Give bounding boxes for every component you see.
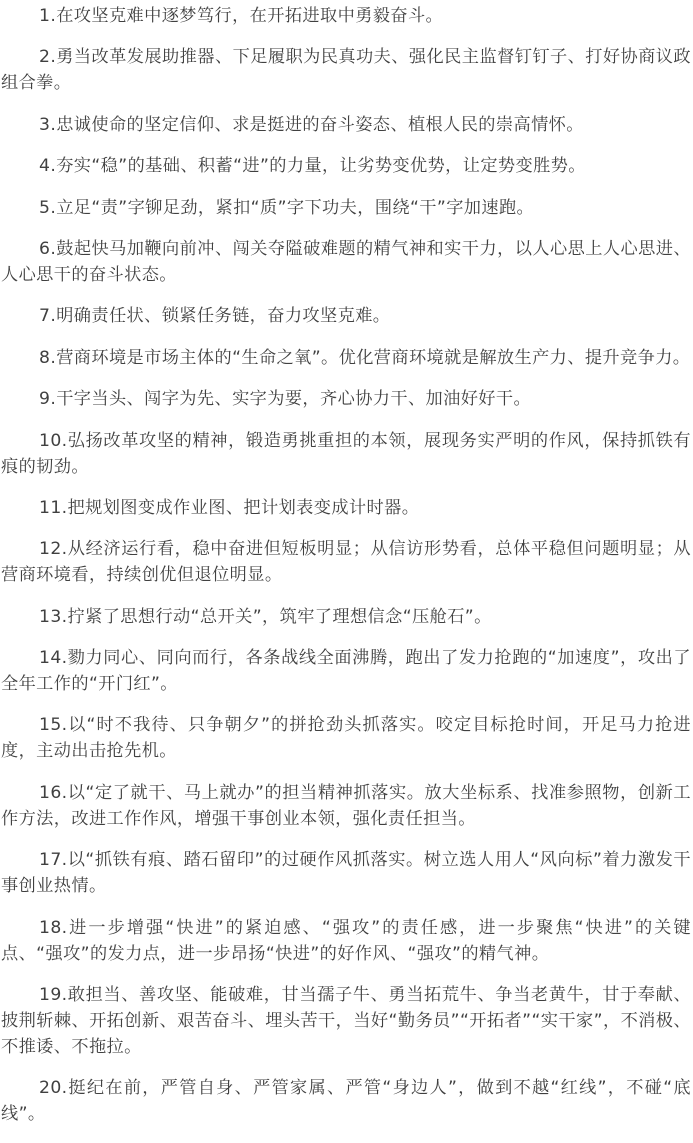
- list-item-4: 4.夯实“稳”的基础、积蓄“进”的力量，让劣势变优势，让定势变胜势。: [39, 156, 586, 177]
- list-item-10: 10.弘扬改革攻坚的精神，锻造勇挑重担的本领，展现务实严明的作风，保持抓铁有痕的韧劲。: [1, 430, 691, 477]
- list-item-13: 13.拧紧了思想行动“总开关”，筑牢了理想信念“压舱石”。: [39, 606, 492, 627]
- list-item-9: 9.干字当头、闯字为先、实字为要，齐心协力干、加油好好干。: [39, 389, 532, 410]
- list-item-2: 2.勇当改革发展助推器、下足履职为民真功夫、强化民主监督钉钉子、打好协商议政组合拳。: [1, 47, 691, 94]
- list-item-18: 18.进一步增强“快进”的紧迫感、“强攻”的责任感，进一步聚焦“快进”的关键点、“强攻”的发力点，进一步昂扬“快进”的好作风、“强攻”的精气神。: [1, 917, 691, 964]
- list-item-17: 17.以“抓铁有痕、踏石留印”的过硬作风抓落实。树立选人用人“风向标”着力激发干事创业热情。: [1, 850, 691, 897]
- list-item-16: 16.以“定了就干、马上就办”的担当精神抓落实。放大坐标系、找准参照物，创新工作方法，改进工作作风，增强干事创业本领，强化责任担当。: [1, 782, 691, 829]
- list-item-1: 1.在攻坚克难中逐梦笃行，在开拓进取中勇毅奋斗。: [39, 6, 444, 26]
- list-item-8: 8.营商环境是市场主体的“生命之氧”。优化营商环境就是解放生产力、提升竞争力。: [39, 347, 691, 368]
- list-item-15: 15.以“时不我待、只争朝夕”的拼抢劲头抓落实。咬定目标抢时间，开足马力抢进度，主动出击抢先机。: [1, 715, 691, 762]
- list-item-5: 5.立足“责”字铆足劲，紧扣“质”字下功夫，围绕“干”字加速跑。: [39, 197, 535, 218]
- list-item-19: 19.敢担当、善攻坚、能破难，甘当孺子牛、勇当拓荒牛、争当老黄牛，甘于奉献、披荆斩棘、开拓创新、艰苦奋斗、埋头苦干，当好“勤务员”“开拓者”“实干家”，不消极、不推诿、不拖拉。: [1, 985, 691, 1058]
- list-item-12: 12.从经济运行看，稳中奋进但短板明显；从信访形势看，总体平稳但问题明显；从营商环境看，持续创优但退位明显。: [1, 539, 691, 586]
- list-item-14: 14.勠力同心、同向而行，各条战线全面沸腾，跑出了发力抢跑的“加速度”，攻出了全年工作的“开门红”。: [1, 648, 691, 695]
- list-item-6: 6.鼓起快马加鞭向前冲、闯关夺隘破难题的精气神和实干力，以人心思上人心思进、人心思干的奋斗状态。: [1, 238, 691, 285]
- list-item-11: 11.把规划图变成作业图、把计划表变成计时器。: [39, 497, 420, 518]
- list-item-3: 3.忠诚使命的坚定信仰、求是挺进的奋斗姿态、植根人民的崇高情怀。: [39, 114, 584, 135]
- list-item-7: 7.明确责任状、锁紧任务链，奋力攻坚克难。: [39, 306, 391, 327]
- list-item-20: 20.挺纪在前，严管自身、严管家属、严管“身边人”，做到不越“红线”，不碰“底线”。: [1, 1078, 691, 1125]
